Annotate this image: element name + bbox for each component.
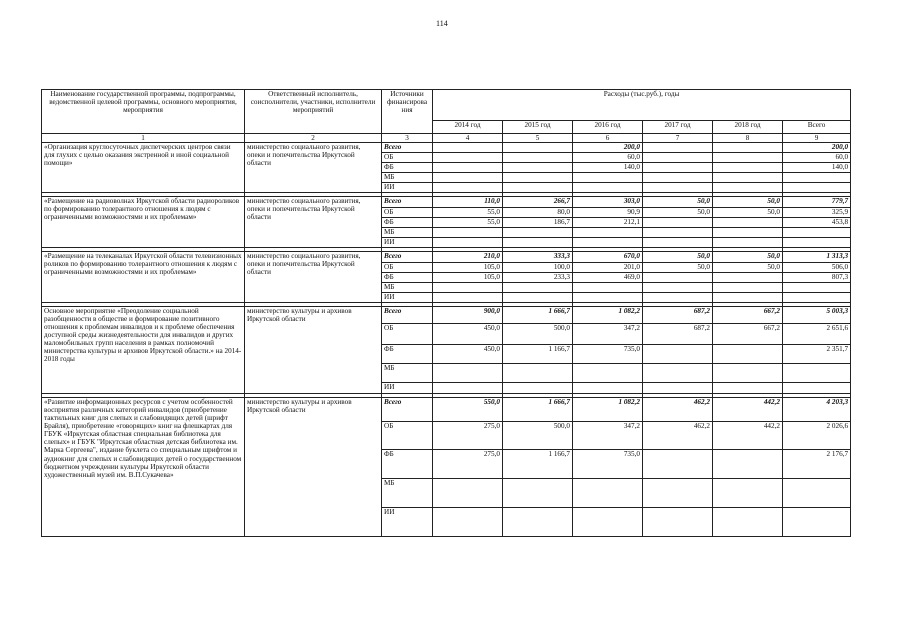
value-cell: [643, 479, 713, 508]
header-year: 2015 год: [503, 121, 573, 134]
value-cell: [573, 183, 643, 193]
value-cell: 462,2: [643, 422, 713, 450]
value-cell: 667,2: [713, 307, 783, 324]
value-cell: [433, 383, 503, 394]
funding-row-total: [42, 143, 851, 153]
measure-rows: [42, 143, 851, 537]
value-cell: 347,2: [573, 422, 643, 450]
value-cell: [433, 364, 503, 383]
value-cell: 807,3: [783, 273, 851, 283]
value-cell: [433, 238, 503, 248]
value-cell: [433, 143, 503, 153]
source-label-ii: ИИ: [382, 238, 433, 248]
value-cell: 186,7: [503, 218, 573, 228]
source-label-total: Всего: [382, 307, 433, 324]
measure-executor: министерство социального развития, опеки и попечительства Иркутской области: [245, 197, 382, 248]
measure-name: «Размещение на телеканалах Иркутской области телевизионных роликов по формированию толерантного отношения к людям с ограниченными возможностями и их проблемам»: [42, 252, 245, 303]
value-cell: 140,0: [573, 163, 643, 173]
measure-name: Основное мероприятие «Преодоление социальной разобщенности в обществе и формирование позитивного отношения к проблемам инвалидов и к проблеме обеспечения доступной среды жизнедеятельности для инвалидов и других маломобильных групп населения в рамках полномочий министерства культуры и архивов Иркутской области.» на 2014-2018 годы: [42, 307, 245, 394]
funding-row-total: [42, 307, 851, 324]
value-cell: [713, 183, 783, 193]
header-year: 2014 год: [433, 121, 503, 134]
value-cell: [573, 283, 643, 293]
value-cell: [643, 228, 713, 238]
value-cell: [573, 228, 643, 238]
value-cell: 735,0: [573, 345, 643, 364]
source-label-ob: ОБ: [382, 324, 433, 345]
value-cell: [503, 383, 573, 394]
value-cell: [643, 345, 713, 364]
value-cell: 469,0: [573, 273, 643, 283]
header-expenses: Расходы (тыс.руб.), годы: [433, 90, 851, 121]
value-cell: [503, 479, 573, 508]
value-cell: 110,0: [433, 197, 503, 208]
measure-executor: министерство социального развития, опеки и попечительства Иркутской области: [245, 143, 382, 193]
value-cell: 50,0: [713, 252, 783, 263]
value-cell: 210,0: [433, 252, 503, 263]
column-number: 6: [573, 134, 643, 143]
value-cell: 442,2: [713, 422, 783, 450]
value-cell: [573, 173, 643, 183]
value-cell: [643, 218, 713, 228]
budget-table: [41, 89, 851, 537]
value-cell: [643, 508, 713, 537]
value-cell: [573, 479, 643, 508]
value-cell: 105,0: [433, 273, 503, 283]
funding-row-total: [42, 252, 851, 263]
value-cell: [503, 153, 573, 163]
value-cell: 670,0: [573, 252, 643, 263]
value-cell: 105,0: [433, 263, 503, 273]
value-cell: 55,0: [433, 208, 503, 218]
value-cell: 667,2: [713, 324, 783, 345]
value-cell: [433, 163, 503, 173]
funding-row-total: [42, 398, 851, 422]
value-cell: 4 203,3: [783, 398, 851, 422]
value-cell: [783, 283, 851, 293]
value-cell: 779,7: [783, 197, 851, 208]
source-label-ii: ИИ: [382, 508, 433, 537]
source-label-mb: МБ: [382, 364, 433, 383]
value-cell: [783, 508, 851, 537]
value-cell: 50,0: [713, 197, 783, 208]
header-executor: Ответственный исполнитель, соисполнители, участники, исполнители мероприятий: [245, 90, 382, 134]
measure-executor: министерство социального развития, опеки и попечительства Иркутской области: [245, 252, 382, 303]
value-cell: [573, 293, 643, 303]
value-cell: [713, 479, 783, 508]
value-cell: 60,0: [573, 153, 643, 163]
value-cell: 50,0: [713, 263, 783, 273]
value-cell: 200,0: [573, 143, 643, 153]
value-cell: 1 082,2: [573, 307, 643, 324]
value-cell: [643, 238, 713, 248]
value-cell: 450,0: [433, 345, 503, 364]
value-cell: 50,0: [713, 208, 783, 218]
value-cell: [643, 293, 713, 303]
value-cell: [713, 508, 783, 537]
value-cell: 500,0: [503, 422, 573, 450]
value-cell: [573, 508, 643, 537]
value-cell: [433, 183, 503, 193]
source-label-fb: ФБ: [382, 450, 433, 479]
value-cell: [713, 173, 783, 183]
value-cell: [713, 143, 783, 153]
value-cell: 100,0: [503, 263, 573, 273]
value-cell: 50,0: [643, 252, 713, 263]
value-cell: [643, 153, 713, 163]
value-cell: [503, 183, 573, 193]
value-cell: 60,0: [783, 153, 851, 163]
value-cell: 506,0: [783, 263, 851, 273]
column-number: 5: [503, 134, 573, 143]
measure-name: «Организация круглосуточных диспетчерских центров связи для глухих с целью оказания экстренной и иной социальной помощи»: [42, 143, 245, 193]
source-label-mb: МБ: [382, 479, 433, 508]
column-number: 7: [643, 134, 713, 143]
source-label-fb: ФБ: [382, 345, 433, 364]
value-cell: [713, 450, 783, 479]
value-cell: [783, 383, 851, 394]
value-cell: 50,0: [643, 263, 713, 273]
value-cell: 55,0: [433, 218, 503, 228]
value-cell: 233,3: [503, 273, 573, 283]
value-cell: [503, 143, 573, 153]
value-cell: 1 313,3: [783, 252, 851, 263]
source-label-ob: ОБ: [382, 422, 433, 450]
value-cell: [643, 273, 713, 283]
value-cell: 80,0: [503, 208, 573, 218]
value-cell: [573, 383, 643, 394]
value-cell: 275,0: [433, 450, 503, 479]
source-label-ob: ОБ: [382, 153, 433, 163]
value-cell: [783, 183, 851, 193]
value-cell: [503, 508, 573, 537]
value-cell: 347,2: [573, 324, 643, 345]
value-cell: 200,0: [783, 143, 851, 153]
value-cell: [433, 173, 503, 183]
value-cell: [713, 218, 783, 228]
value-cell: 90,9: [573, 208, 643, 218]
value-cell: 2 651,6: [783, 324, 851, 345]
value-cell: 462,2: [643, 398, 713, 422]
header-year: 2017 год: [643, 121, 713, 134]
value-cell: [643, 283, 713, 293]
column-number: 9: [783, 134, 851, 143]
value-cell: [713, 364, 783, 383]
value-cell: 2 351,7: [783, 345, 851, 364]
value-cell: [433, 508, 503, 537]
value-cell: [573, 238, 643, 248]
column-number: 3: [382, 134, 433, 143]
source-label-mb: МБ: [382, 173, 433, 183]
source-label-ii: ИИ: [382, 383, 433, 394]
value-cell: 2 176,7: [783, 450, 851, 479]
value-cell: [503, 173, 573, 183]
value-cell: 687,2: [643, 307, 713, 324]
value-cell: 453,8: [783, 218, 851, 228]
value-cell: [783, 479, 851, 508]
value-cell: 1 082,2: [573, 398, 643, 422]
source-label-total: Всего: [382, 252, 433, 263]
value-cell: 140,0: [783, 163, 851, 173]
value-cell: 2 026,6: [783, 422, 851, 450]
source-label-ob: ОБ: [382, 208, 433, 218]
source-label-fb: ФБ: [382, 218, 433, 228]
value-cell: [573, 364, 643, 383]
measure-executor: министерство культуры и архивов Иркутской области: [245, 307, 382, 394]
value-cell: [643, 163, 713, 173]
source-label-total: Всего: [382, 197, 433, 208]
source-label-ob: ОБ: [382, 263, 433, 273]
value-cell: [713, 383, 783, 394]
value-cell: 1 166,7: [503, 345, 573, 364]
value-cell: [713, 228, 783, 238]
value-cell: 5 003,3: [783, 307, 851, 324]
value-cell: 303,0: [573, 197, 643, 208]
value-cell: 687,2: [643, 324, 713, 345]
value-cell: [503, 163, 573, 173]
column-number: 1: [42, 134, 245, 143]
value-cell: 266,7: [503, 197, 573, 208]
value-cell: [433, 293, 503, 303]
source-label-mb: МБ: [382, 228, 433, 238]
source-label-ii: ИИ: [382, 293, 433, 303]
value-cell: [503, 283, 573, 293]
value-cell: [433, 228, 503, 238]
source-label-ii: ИИ: [382, 183, 433, 193]
value-cell: [713, 163, 783, 173]
page-number: 114: [436, 19, 448, 28]
value-cell: 1 166,7: [503, 450, 573, 479]
value-cell: 333,3: [503, 252, 573, 263]
source-label-total: Всего: [382, 143, 433, 153]
value-cell: [713, 273, 783, 283]
source-label-fb: ФБ: [382, 273, 433, 283]
value-cell: [643, 173, 713, 183]
header-source: Источники финансирова ния: [382, 90, 433, 134]
measure-executor: министерство культуры и архивов Иркутской области: [245, 398, 382, 537]
column-number: 8: [713, 134, 783, 143]
measure-name: «Развитие информационных ресурсов с учетом особенностей восприятия различных категорий инвалидов (приобретение тактильных книг для слепых и слабовидящих детей (шрифт Брайля), приобретение «говорящих» книг на флешкартах для ГБУК «Иркутская областная специальная библиотека для слепых» и ГБУК "Иркутская областная детская библиотека им. Марка Сергеева", издание буклета со специальным шрифтом и аудиокниг для слепых и слабовидящих детей о государственном бюджетном учреждении культуры Иркутской области художественный музей им. В.П.Сукачева»: [42, 398, 245, 537]
value-cell: 442,2: [713, 398, 783, 422]
column-number: 4: [433, 134, 503, 143]
value-cell: 275,0: [433, 422, 503, 450]
value-cell: [643, 143, 713, 153]
source-label-total: Всего: [382, 398, 433, 422]
value-cell: [713, 345, 783, 364]
value-cell: [783, 364, 851, 383]
value-cell: [713, 293, 783, 303]
value-cell: 1 666,7: [503, 398, 573, 422]
value-cell: [503, 238, 573, 248]
header-year: 2018 год: [713, 121, 783, 134]
value-cell: 550,0: [433, 398, 503, 422]
value-cell: [433, 153, 503, 163]
value-cell: [643, 383, 713, 394]
value-cell: [503, 364, 573, 383]
value-cell: 500,0: [503, 324, 573, 345]
value-cell: [783, 228, 851, 238]
header-year: 2016 год: [573, 121, 643, 134]
funding-row-total: [42, 197, 851, 208]
value-cell: [713, 238, 783, 248]
value-cell: [643, 183, 713, 193]
value-cell: [503, 228, 573, 238]
header-program: Наименование государственной программы, подпрограммы, ведомственной целевой программы, основного мероприятия, мероприятия: [42, 90, 245, 134]
value-cell: [643, 364, 713, 383]
value-cell: 900,0: [433, 307, 503, 324]
source-label-mb: МБ: [382, 283, 433, 293]
value-cell: [433, 283, 503, 293]
value-cell: 325,9: [783, 208, 851, 218]
value-cell: [783, 173, 851, 183]
value-cell: 1 666,7: [503, 307, 573, 324]
value-cell: 201,0: [573, 263, 643, 273]
value-cell: [783, 238, 851, 248]
value-cell: [503, 293, 573, 303]
measure-name: «Размещение на радиоволнах Иркутской области радиороликов по формированию толерантного отношения к людям с ограниченными возможностями и их проблемам»: [42, 197, 245, 248]
header-year-total: Всего: [783, 121, 851, 134]
column-number: 2: [245, 134, 382, 143]
value-cell: [643, 450, 713, 479]
value-cell: 50,0: [643, 208, 713, 218]
value-cell: [713, 153, 783, 163]
value-cell: [713, 283, 783, 293]
source-label-fb: ФБ: [382, 163, 433, 173]
value-cell: 212,1: [573, 218, 643, 228]
value-cell: [433, 479, 503, 508]
value-cell: 735,0: [573, 450, 643, 479]
value-cell: 50,0: [643, 197, 713, 208]
value-cell: [783, 293, 851, 303]
value-cell: 450,0: [433, 324, 503, 345]
